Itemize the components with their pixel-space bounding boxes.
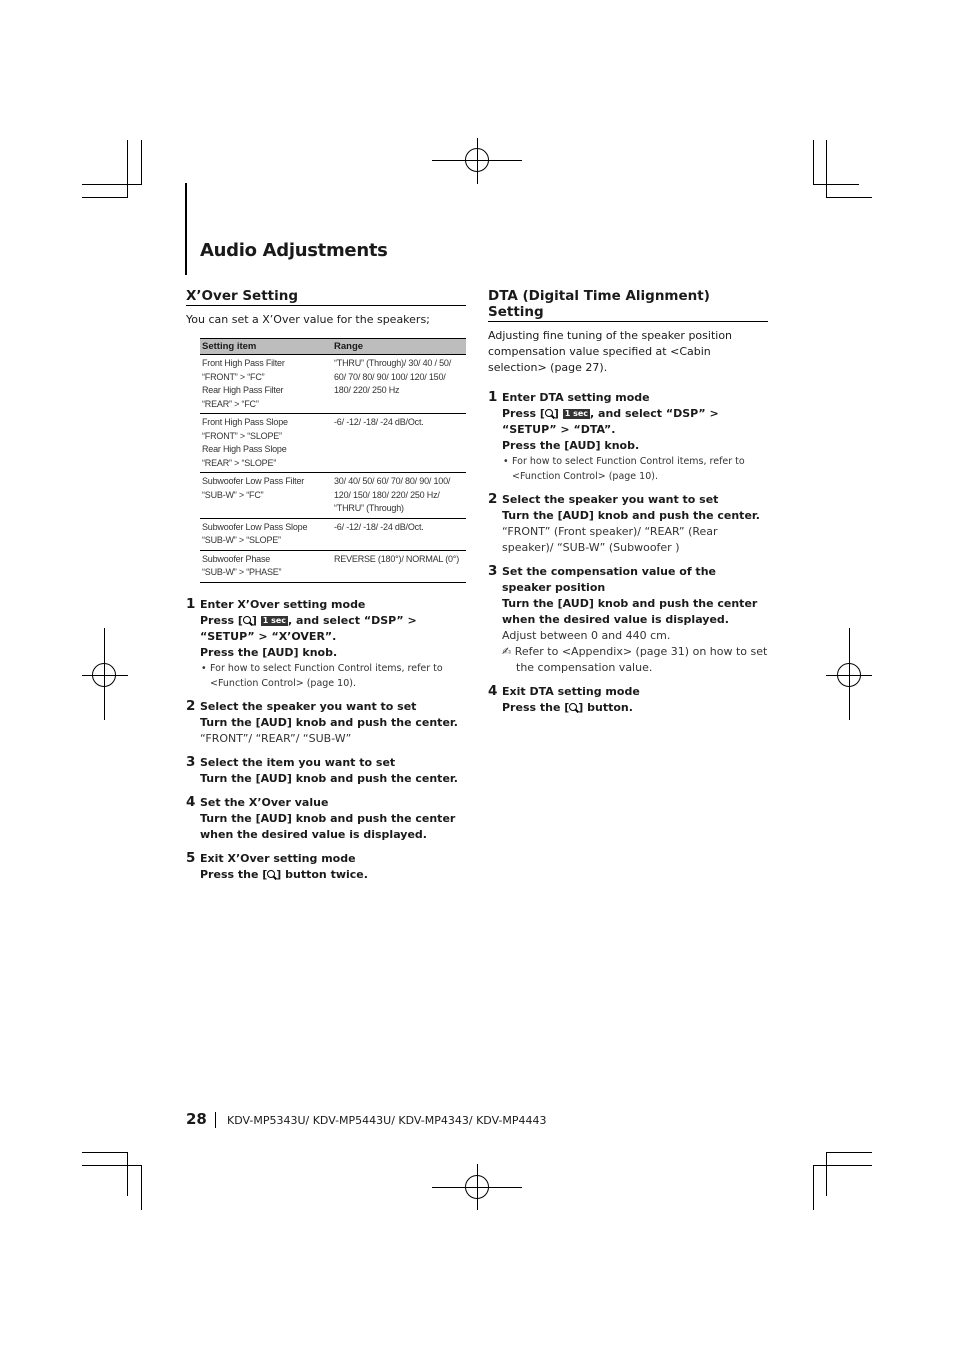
- step: [488, 492, 768, 556]
- column-header: Range: [332, 339, 466, 355]
- step-action: Turn the [AUD] knob and push the center.: [502, 509, 760, 522]
- search-icon: [243, 616, 252, 625]
- item-line: Rear High Pass Filter: [202, 385, 284, 395]
- step-title: Exit DTA setting mode: [502, 685, 640, 698]
- item-line: Subwoofer Phase: [202, 553, 271, 564]
- item-line: Front High Pass Filter: [202, 358, 285, 368]
- item-line: “REAR” > “FC”: [202, 398, 259, 409]
- instruction-text: Press [: [502, 407, 545, 420]
- instruction-text: Press the [: [502, 701, 570, 714]
- page-number: 28: [186, 1110, 207, 1128]
- step-action: Press the [AUD] knob.: [200, 645, 338, 659]
- instruction-text: , and select “DSP” > “SETUP” > “X’OVER”.: [200, 613, 417, 643]
- column-header: Setting item: [200, 339, 332, 355]
- item-line: “REAR” > “SLOPE”: [202, 457, 277, 468]
- search-icon: [569, 703, 578, 712]
- instruction-text: ]: [251, 613, 261, 627]
- item-line: “FRONT” > “FC”: [202, 371, 265, 382]
- step-number: 2: [186, 697, 196, 714]
- step-title: Select the speaker you want to set: [200, 699, 417, 713]
- instruction-text: ]: [553, 407, 563, 420]
- xover-steps: [186, 597, 466, 883]
- range-cell: 30/ 40/ 50/ 60/ 70/ 80/ 90/ 100/ 120/ 150/ 180/ 220/ 250 Hz/ “THRU” (Through): [332, 473, 466, 519]
- instruction-text: ] button.: [578, 701, 633, 714]
- setting-item-cell: [200, 473, 332, 519]
- step: [186, 795, 466, 843]
- item-line: Rear High Pass Slope: [202, 444, 287, 454]
- footer-divider: [215, 1112, 216, 1128]
- step-title: Enter X’Over setting mode: [200, 597, 366, 611]
- step-instruction: [200, 613, 466, 645]
- hold-duration-badge: 1 sec: [262, 615, 287, 625]
- step-action: Turn the [AUD] knob and push the center.: [200, 715, 458, 729]
- setting-item-cell: [200, 355, 332, 414]
- step-action: Press the [AUD] knob.: [502, 439, 640, 452]
- instruction-text: Press the [: [200, 867, 268, 881]
- item-line: “FRONT” > “SLOPE”: [202, 430, 282, 441]
- step-tip: ✍ Refer to <Appendix> (page 31) on how to set the compensation value.: [502, 645, 768, 674]
- table-row: [200, 414, 466, 473]
- item-line: Subwoofer Low Pass Filter: [202, 476, 305, 486]
- dta-steps: [488, 390, 768, 716]
- range-cell: -6/ -12/ -18/ -24 dB/Oct.: [332, 518, 466, 550]
- instruction-text: Press [: [200, 613, 243, 627]
- table-row: [200, 473, 466, 519]
- step-number: 4: [488, 683, 498, 699]
- xover-section: [186, 288, 466, 891]
- section-heading: DTA (Digital Time Alignment) Setting: [488, 288, 768, 322]
- xover-table: [200, 338, 466, 583]
- step-title: Select the item you want to set: [200, 755, 396, 769]
- instruction-text: , and select “DSP” > “SETUP” > “DTA”.: [502, 407, 719, 436]
- search-icon: [545, 409, 554, 418]
- item-line: “SUB-W” > “SLOPE”: [202, 535, 281, 545]
- step: [488, 564, 768, 676]
- table-row: [200, 550, 466, 582]
- section-intro: You can set a X’Over value for the speakers;: [186, 313, 430, 326]
- step-number: 1: [488, 389, 498, 405]
- step-number: 1: [186, 595, 196, 612]
- step-number: 4: [186, 793, 196, 810]
- step-range: Adjust between 0 and 440 cm.: [502, 629, 671, 642]
- step: [186, 699, 466, 747]
- step-options: “FRONT” (Front speaker)/ “REAR” (Rear speaker)/ “SUB-W” (Subwoofer ): [502, 525, 718, 554]
- step-number: 2: [488, 491, 498, 507]
- range-cell: “THRU” (Through)/ 30/ 40 / 50/ 60/ 70/ 80/ 90/ 100/ 120/ 150/ 180/ 220/ 250 Hz: [332, 355, 466, 414]
- item-line: “SUB-W” > “FC”: [202, 489, 264, 500]
- page-title: Audio Adjustments: [200, 240, 388, 261]
- step-note: • For how to select Function Control items, refer to <Function Control> (page 10).: [200, 661, 466, 691]
- step-action: Turn the [AUD] knob and push the center.: [200, 771, 458, 785]
- step-number: 3: [186, 753, 196, 770]
- step-number: 3: [488, 563, 498, 579]
- step-title: Set the X’Over value: [200, 795, 329, 809]
- setting-item-cell: [200, 550, 332, 582]
- step: [186, 597, 466, 691]
- step-instruction: [502, 700, 768, 716]
- table-header-row: [200, 339, 466, 355]
- step: [488, 684, 768, 716]
- step-action: Turn the [AUD] knob and push the center when the desired value is displayed.: [502, 597, 758, 626]
- step-options: “FRONT”/ “REAR”/ “SUB-W”: [200, 731, 352, 745]
- step-instruction: [502, 406, 768, 438]
- step-number: 5: [186, 849, 196, 866]
- step-title: Exit X’Over setting mode: [200, 851, 356, 865]
- hold-duration-badge: 1 sec: [564, 409, 589, 418]
- step-title: Set the compensation value of the speaker position: [502, 565, 716, 594]
- table-row: [200, 518, 466, 550]
- step-note: • For how to select Function Control items, refer to <Function Control> (page 10).: [502, 454, 768, 484]
- dta-section: [488, 288, 768, 724]
- item-line: Front High Pass Slope: [202, 417, 288, 427]
- section-heading: X’Over Setting: [186, 288, 466, 306]
- step-instruction: [200, 867, 466, 883]
- step: [488, 390, 768, 484]
- range-cell: REVERSE (180°)/ NORMAL (0°): [332, 550, 466, 582]
- section-intro: Adjusting fine tuning of the speaker position compensation value specified at <Cabin selection> (page 27).: [488, 329, 733, 374]
- setting-item-cell: [200, 518, 332, 550]
- step: [186, 851, 466, 883]
- step-action: Turn the [AUD] knob and push the center when the desired value is displayed.: [200, 811, 456, 841]
- step-title: Select the speaker you want to set: [502, 493, 719, 506]
- setting-item-cell: [200, 414, 332, 473]
- item-line: “SUB-W” > “PHASE”: [202, 567, 282, 577]
- item-line: Subwoofer Low Pass Slope: [202, 521, 308, 532]
- step: [186, 755, 466, 787]
- instruction-text: ] button twice.: [276, 867, 368, 881]
- step-title: Enter DTA setting mode: [502, 391, 650, 404]
- title-rule: [185, 183, 187, 275]
- table-row: [200, 355, 466, 414]
- model-list: KDV-MP5343U/ KDV-MP5443U/ KDV-MP4343/ KDV-MP4443: [227, 1114, 547, 1127]
- range-cell: -6/ -12/ -18/ -24 dB/Oct.: [332, 414, 466, 473]
- search-icon: [267, 870, 276, 879]
